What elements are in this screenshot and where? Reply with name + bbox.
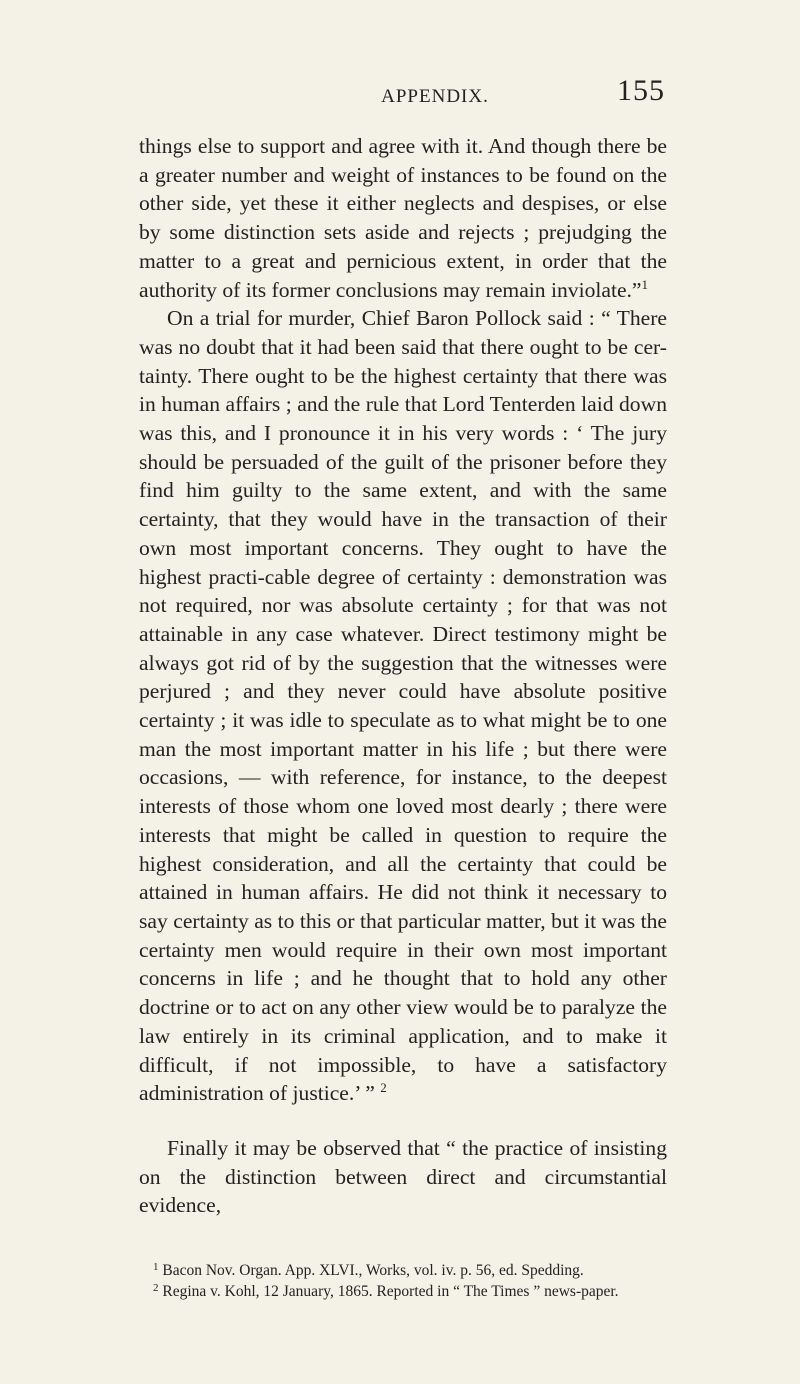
paragraph: things else to support and agree with it. And though there be a greater number and weight of instances to be found on the other side, yet these it either neglects and despises, or else by some distinction sets aside and rejects ; prejudging the matter to a great and pernicious extent, in order that the authority of its former conclusions may remain inviolate.”$^1$ <box>139 134 667 302</box>
page-number: 155 <box>617 74 665 107</box>
footnote-mark: 2 <box>153 1282 159 1294</box>
paragraph: Finally it may be observed that “ the practice of insisting on the distinction between direct and circumstantial evidence, <box>139 1135 667 1218</box>
footnote: $^2$ Regina v. Kohl, 12 January, 1865. Reported in “ The Times ” news-paper. <box>153 1282 619 1300</box>
body-text <box>139 132 667 1220</box>
footnote: $^1$ Bacon Nov. Organ. App. XLVI., Works, vol. iv. p. 56, ed. Spedding. <box>153 1261 584 1279</box>
page-header <box>205 74 665 114</box>
paragraph-gap <box>139 1108 667 1134</box>
running-head: APPENDIX. <box>381 86 489 107</box>
footnote-ref: 1 <box>641 276 649 292</box>
footnote-ref: 2 <box>380 1080 387 1096</box>
footnote-mark: 1 <box>153 1261 159 1273</box>
paragraph: On a trial for murder, Chief Baron Pollock said : “ There was no doubt that it had been said that there ought to be cer-tainty. There ought to be the highest certainty that there was in human affairs ; and the rule that Lord Tenterden laid down was this, and I pronounce it in his very words : ‘ The jury should be persuaded of the guilt of the prisoner before they find him guilty to the same extent, and with the same certainty, that they would have in the transaction of their own most important concerns. They ought to have the highest practi-cable degree of certainty : demonstration was not required, nor was absolute certainty ; for that was not attainable in any case whatever. Direct testimony might be always got rid of by the suggestion that the witnesses were perjured ; and they never could have absolute positive certainty ; it was idle to speculate as to what might be to one man the most important matter in his life ; but there were occasions, — with reference, for instance, to the deepest interests of those whom one loved most dearly ; there were interests that might be called in question to require the highest consideration, and all the certainty that could be attained in human affairs. He did not think it necessary to say certainty as to this or that particular matter, but it was the certainty men would require in their own most important concerns in life ; and he thought that to hold any other doctrine or to act on any other view would be to paralyze the law entirely in its criminal application, and to make it difficult, if not impossible, to have a satisfactory administration of justice.’ ” $^2$ <box>139 306 667 1106</box>
footnotes <box>139 1260 667 1302</box>
